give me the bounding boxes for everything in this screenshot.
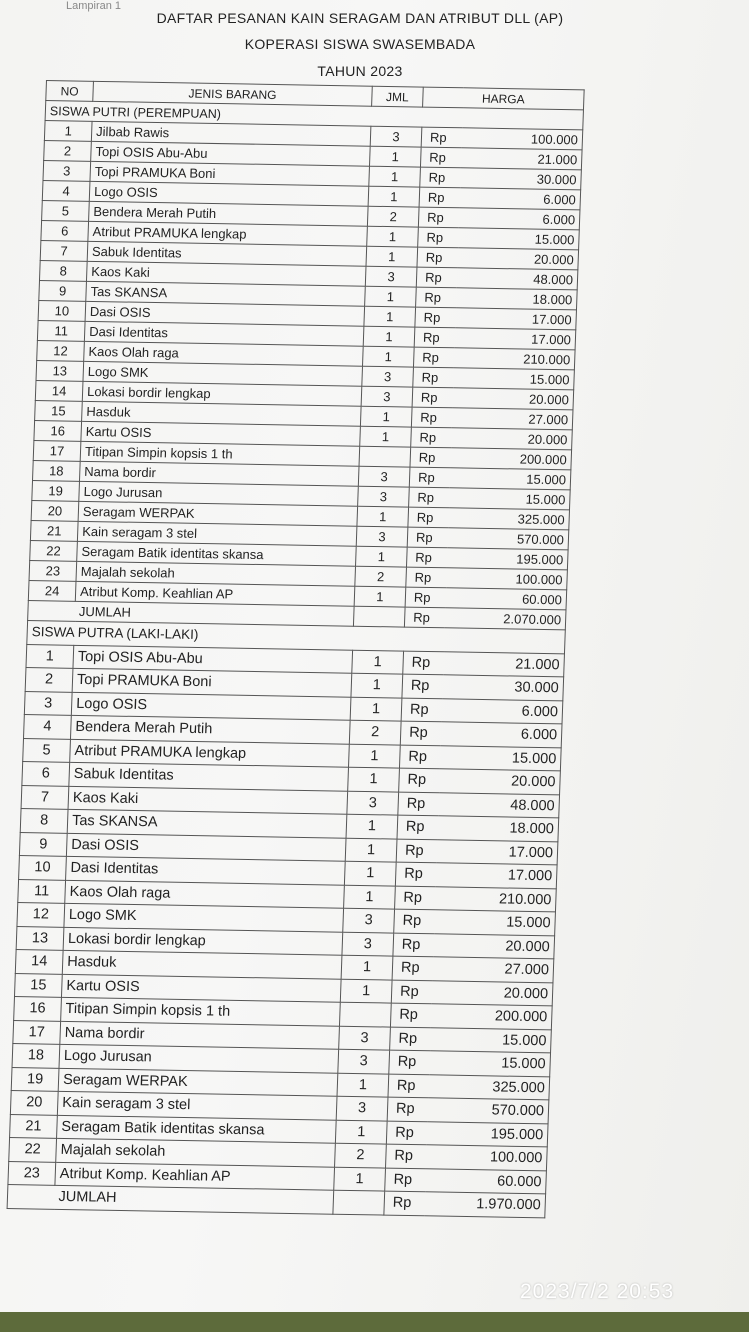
item-name: Logo SMK [64, 903, 344, 931]
row-number: 23 [8, 1161, 56, 1185]
item-qty: 3 [358, 466, 410, 487]
currency-label: Rp [393, 933, 434, 957]
currency-label: Rp [398, 792, 439, 816]
item-price: 6.000 [459, 208, 580, 230]
currency-label: Rp [403, 651, 444, 675]
item-name: Kaos Olah raga [65, 880, 345, 908]
item-price: 200.000 [450, 448, 571, 470]
item-qty: 1 [354, 586, 406, 607]
currency-label: Rp [386, 1144, 427, 1168]
currency-label: Rp [396, 839, 437, 863]
item-name: Jilbab Rawis [91, 121, 371, 146]
currency-label: Rp [390, 1003, 431, 1027]
item-price: 15.000 [429, 1051, 550, 1077]
row-number: 12 [17, 903, 65, 927]
item-name: Seragam Batik identitas skansa [77, 541, 357, 566]
item-qty [339, 1002, 391, 1026]
item-price: 210.000 [454, 348, 575, 370]
item-qty: 1 [360, 426, 412, 447]
row-number: 14 [15, 950, 63, 974]
item-name: Tas SKANSA [86, 281, 366, 306]
item-qty: 3 [361, 386, 413, 407]
currency-label: Rp [395, 886, 436, 910]
item-price: 17.000 [436, 863, 557, 889]
item-price: 17.000 [437, 839, 558, 865]
row-number: 19 [11, 1067, 59, 1091]
item-name: Seragam WERPAK [58, 1068, 338, 1096]
row-number: 1 [44, 121, 92, 142]
item-price: 17.000 [455, 328, 576, 350]
currency-label: Rp [402, 674, 443, 698]
item-qty: 1 [369, 166, 421, 187]
item-name: Dasi Identitas [66, 856, 346, 884]
total-value: 1.970.000 [424, 1192, 545, 1218]
item-price: 21.000 [461, 148, 582, 170]
item-price: 60.000 [425, 1168, 546, 1194]
item-name: Seragam WERPAK [78, 501, 358, 526]
item-price: 200.000 [431, 1004, 552, 1030]
item-qty: 3 [338, 1049, 390, 1073]
order-sheet [7, 80, 585, 1218]
currency-label: Rp [397, 815, 438, 839]
currency-label: Rp [412, 387, 453, 408]
item-qty: 1 [334, 1167, 386, 1191]
item-name: Logo OSIS [71, 692, 351, 720]
item-name: Kain seragam 3 stel [57, 1091, 337, 1119]
item-name: Logo OSIS [89, 181, 369, 206]
row-number: 8 [39, 261, 87, 282]
currency-label: Rp [414, 327, 455, 348]
item-price: 6.000 [441, 722, 562, 748]
header-no: NO [46, 81, 94, 102]
item-price: 195.000 [447, 548, 568, 570]
item-price: 15.000 [430, 1027, 551, 1053]
item-name: Nama bordir [60, 1021, 340, 1049]
currency-label: Rp [411, 407, 452, 428]
total-blank-cell [7, 1185, 55, 1209]
item-qty [359, 446, 411, 467]
item-qty: 3 [336, 1096, 388, 1120]
row-number: 5 [23, 738, 71, 762]
row-number: 8 [20, 809, 68, 833]
item-name: Topi OSIS Abu-Abu [73, 645, 353, 673]
item-price: 20.000 [433, 933, 554, 959]
item-price: 210.000 [435, 886, 556, 912]
item-qty: 1 [366, 246, 418, 267]
row-number: 12 [37, 341, 85, 362]
item-price: 6.000 [460, 188, 581, 210]
currency-label: Rp [406, 567, 447, 588]
item-price: 20.000 [432, 980, 553, 1006]
currency-label: Rp [420, 167, 461, 188]
row-number: 14 [35, 381, 83, 402]
order-table [7, 80, 585, 1218]
row-number: 11 [37, 321, 85, 342]
item-name: Kain seragam 3 stel [77, 521, 357, 546]
item-price: 21.000 [443, 651, 564, 677]
document-title: DAFTAR PESANAN KAIN SERAGAM DAN ATRIBUT DLL (AP) [156, 10, 564, 26]
currency-label: Rp [409, 487, 450, 508]
item-name: Dasi Identitas [84, 321, 364, 346]
item-price: 20.000 [439, 769, 560, 795]
row-number: 3 [43, 161, 91, 182]
item-name: Kaos Kaki [68, 786, 348, 814]
row-number: 22 [9, 1138, 57, 1162]
row-number: 2 [25, 668, 73, 692]
item-name: Bendera Merah Putih [70, 715, 350, 743]
currency-label: Rp [417, 247, 458, 268]
item-price: 27.000 [433, 957, 554, 983]
item-name: Kaos Kaki [86, 261, 366, 286]
row-number: 19 [32, 481, 80, 502]
item-name: Logo Jurusan [59, 1044, 339, 1072]
total-label: JUMLAH [75, 601, 355, 626]
header-jenis-barang: JENIS BARANG [93, 81, 373, 106]
currency-label: Rp [420, 147, 461, 168]
item-price: 15.000 [440, 745, 561, 771]
item-qty: 1 [351, 673, 403, 697]
row-number: 2 [44, 141, 92, 162]
document-year: TAHUN 2023 [317, 63, 403, 79]
item-qty: 1 [363, 326, 415, 347]
row-number: 5 [42, 201, 90, 222]
row-number: 11 [18, 879, 66, 903]
item-name: Majalah sekolah [56, 1138, 336, 1166]
item-qty: 1 [349, 744, 401, 768]
item-qty: 1 [365, 286, 417, 307]
section-putri-label: SISWA PUTRI (PEREMPUAN) [45, 101, 583, 130]
item-price: 20.000 [453, 388, 574, 410]
item-price: 17.000 [455, 308, 576, 330]
row-number: 4 [24, 715, 72, 739]
item-price: 325.000 [428, 1074, 549, 1100]
item-name: Bendera Merah Putih [89, 201, 369, 226]
item-price: 100.000 [462, 128, 583, 150]
item-name: Majalah sekolah [76, 561, 356, 586]
row-number: 16 [14, 997, 62, 1021]
currency-label: Rp [388, 1074, 429, 1098]
row-number: 9 [19, 832, 67, 856]
row-number: 10 [38, 301, 86, 322]
item-price: 15.000 [458, 228, 579, 250]
currency-label: Rp [418, 227, 459, 248]
row-number: 15 [14, 973, 62, 997]
item-qty: 1 [335, 1120, 387, 1144]
currency-label: Rp [416, 287, 457, 308]
row-number: 13 [16, 926, 64, 950]
item-price: 18.000 [456, 288, 577, 310]
row-number: 22 [30, 541, 78, 562]
item-name: Hasduk [82, 401, 362, 426]
currency-label: Rp [385, 1168, 426, 1192]
currency-label: Rp [389, 1050, 430, 1074]
total-qty-cell [333, 1190, 385, 1214]
item-price: 15.000 [434, 910, 555, 936]
item-name: Logo SMK [83, 361, 363, 386]
item-name: Nama bordir [79, 461, 359, 486]
item-name: Tas SKANSA [67, 809, 347, 837]
row-number: 17 [13, 1020, 61, 1044]
item-qty: 3 [339, 1026, 391, 1050]
item-qty: 1 [368, 186, 420, 207]
item-price: 325.000 [448, 508, 569, 530]
item-price: 6.000 [442, 698, 563, 724]
item-qty: 2 [355, 566, 407, 587]
row-number: 15 [35, 401, 83, 422]
row-number: 23 [29, 561, 77, 582]
item-name: Lokasi bordir lengkap [82, 381, 362, 406]
item-name: Atribut Komp. Keahlian AP [75, 581, 355, 606]
item-qty: 1 [356, 546, 408, 567]
row-number: 21 [10, 1114, 58, 1138]
item-qty: 1 [364, 306, 416, 327]
item-name: Sabuk Identitas [69, 762, 349, 790]
currency-label: Rp [421, 127, 462, 148]
item-price: 100.000 [446, 568, 567, 590]
item-name: Atribut Komp. Keahlian AP [55, 1162, 335, 1190]
section-putra-label: SISWA PUTRA (LAKI-LAKI) [27, 621, 565, 654]
item-qty: 3 [347, 791, 399, 815]
item-price: 570.000 [448, 528, 569, 550]
currency-label: Rp [391, 980, 432, 1004]
total-label: JUMLAH [54, 1185, 334, 1213]
item-name: Kaos Olah raga [84, 341, 364, 366]
currency-label: Rp [413, 347, 454, 368]
item-price: 48.000 [457, 268, 578, 290]
currency-label: Rp [392, 956, 433, 980]
item-price: 20.000 [457, 248, 578, 270]
currency-label: Rp [401, 698, 442, 722]
lampiran-label: Lampiran 1 [66, 0, 122, 12]
item-qty: 1 [357, 506, 409, 527]
item-qty: 3 [365, 266, 417, 287]
item-qty: 3 [356, 526, 408, 547]
item-name: Dasi OSIS [66, 833, 346, 861]
row-number: 20 [31, 501, 79, 522]
item-qty: 1 [344, 885, 396, 909]
item-name: Kartu OSIS [61, 974, 341, 1002]
item-name: Lokasi bordir lengkap [63, 927, 343, 955]
item-price: 195.000 [427, 1121, 548, 1147]
item-price: 15.000 [449, 488, 570, 510]
row-number: 16 [34, 421, 82, 442]
item-qty: 1 [369, 146, 421, 167]
total-currency: Rp [404, 607, 445, 628]
item-qty: 2 [335, 1143, 387, 1167]
row-number: 18 [33, 461, 81, 482]
item-name: Atribut PRAMUKA lengkap [88, 221, 368, 246]
item-name: Topi PRAMUKA Boni [72, 668, 352, 696]
item-price: 27.000 [452, 408, 573, 430]
row-number: 20 [10, 1091, 58, 1115]
item-price: 60.000 [446, 588, 567, 610]
item-price: 570.000 [428, 1098, 549, 1124]
currency-label: Rp [410, 447, 451, 468]
item-name: Dasi OSIS [85, 301, 365, 326]
item-name: Titipan Simpin kopsis 1 th [80, 441, 360, 466]
row-number: 24 [28, 581, 76, 602]
item-qty: 1 [360, 406, 412, 427]
item-price: 30.000 [460, 168, 581, 190]
row-number: 17 [33, 441, 81, 462]
total-value: 2.070.000 [445, 608, 566, 630]
row-number: 7 [40, 241, 88, 262]
item-name: Seragam Batik identitas skansa [57, 1115, 337, 1143]
row-number: 9 [39, 281, 87, 302]
currency-label: Rp [386, 1121, 427, 1145]
item-qty: 3 [358, 486, 410, 507]
item-name: Logo Jurusan [79, 481, 359, 506]
currency-label: Rp [419, 187, 460, 208]
item-qty: 3 [370, 126, 422, 147]
item-price: 100.000 [426, 1145, 547, 1171]
item-qty: 2 [367, 206, 419, 227]
row-number: 7 [21, 785, 69, 809]
currency-label: Rp [407, 527, 448, 548]
row-number: 3 [24, 691, 72, 715]
item-name: Hasduk [62, 950, 342, 978]
item-qty: 1 [341, 955, 393, 979]
item-qty: 3 [362, 366, 414, 387]
item-name: Topi OSIS Abu-Abu [91, 141, 371, 166]
item-price: 15.000 [453, 368, 574, 390]
item-qty: 1 [367, 226, 419, 247]
item-name: Kartu OSIS [81, 421, 361, 446]
row-number: 1 [26, 644, 74, 668]
currency-label: Rp [408, 507, 449, 528]
item-price: 15.000 [450, 468, 571, 490]
item-qty: 3 [343, 908, 395, 932]
currency-label: Rp [406, 547, 447, 568]
item-qty: 1 [363, 346, 415, 367]
item-price: 48.000 [438, 792, 559, 818]
photo-timestamp: 2023/7/2 20:53 [520, 1280, 675, 1303]
row-number: 21 [30, 521, 78, 542]
currency-label: Rp [395, 862, 436, 886]
item-price: 20.000 [451, 428, 572, 450]
item-name: Atribut PRAMUKA lengkap [70, 739, 350, 767]
row-number: 6 [41, 221, 89, 242]
row-number: 6 [22, 762, 70, 786]
background-floor [0, 1312, 749, 1332]
currency-label: Rp [413, 367, 454, 388]
item-name: Topi PRAMUKA Boni [90, 161, 370, 186]
item-qty: 1 [350, 697, 402, 721]
row-number: 13 [36, 361, 84, 382]
item-price: 18.000 [437, 816, 558, 842]
total-blank-cell [28, 601, 76, 622]
item-name: Sabuk Identitas [87, 241, 367, 266]
item-qty: 1 [337, 1073, 389, 1097]
currency-label: Rp [416, 267, 457, 288]
item-name: Titipan Simpin kopsis 1 th [61, 997, 341, 1025]
currency-label: Rp [400, 721, 441, 745]
currency-label: Rp [399, 745, 440, 769]
item-price: 30.000 [442, 675, 563, 701]
item-qty: 1 [348, 767, 400, 791]
currency-label: Rp [394, 909, 435, 933]
total-qty-cell [353, 606, 405, 627]
header-jml: JML [372, 86, 424, 107]
item-qty: 3 [342, 932, 394, 956]
currency-label: Rp [409, 467, 450, 488]
currency-label: Rp [411, 427, 452, 448]
currency-label: Rp [390, 1027, 431, 1051]
item-qty: 1 [352, 650, 404, 674]
currency-label: Rp [405, 587, 446, 608]
currency-label: Rp [415, 307, 456, 328]
row-number: 18 [12, 1044, 60, 1068]
item-qty: 1 [340, 979, 392, 1003]
document-subtitle: KOPERASI SISWA SWASEMBADA [244, 36, 476, 52]
header-harga: HARGA [423, 87, 585, 110]
currency-label: Rp [399, 768, 440, 792]
item-qty: 2 [349, 720, 401, 744]
total-currency: Rp [384, 1191, 425, 1215]
currency-label: Rp [418, 207, 459, 228]
item-qty: 1 [344, 861, 396, 885]
item-qty: 1 [345, 838, 397, 862]
item-qty: 1 [346, 814, 398, 838]
row-number: 10 [19, 856, 67, 880]
row-number: 4 [42, 181, 90, 202]
currency-label: Rp [387, 1097, 428, 1121]
